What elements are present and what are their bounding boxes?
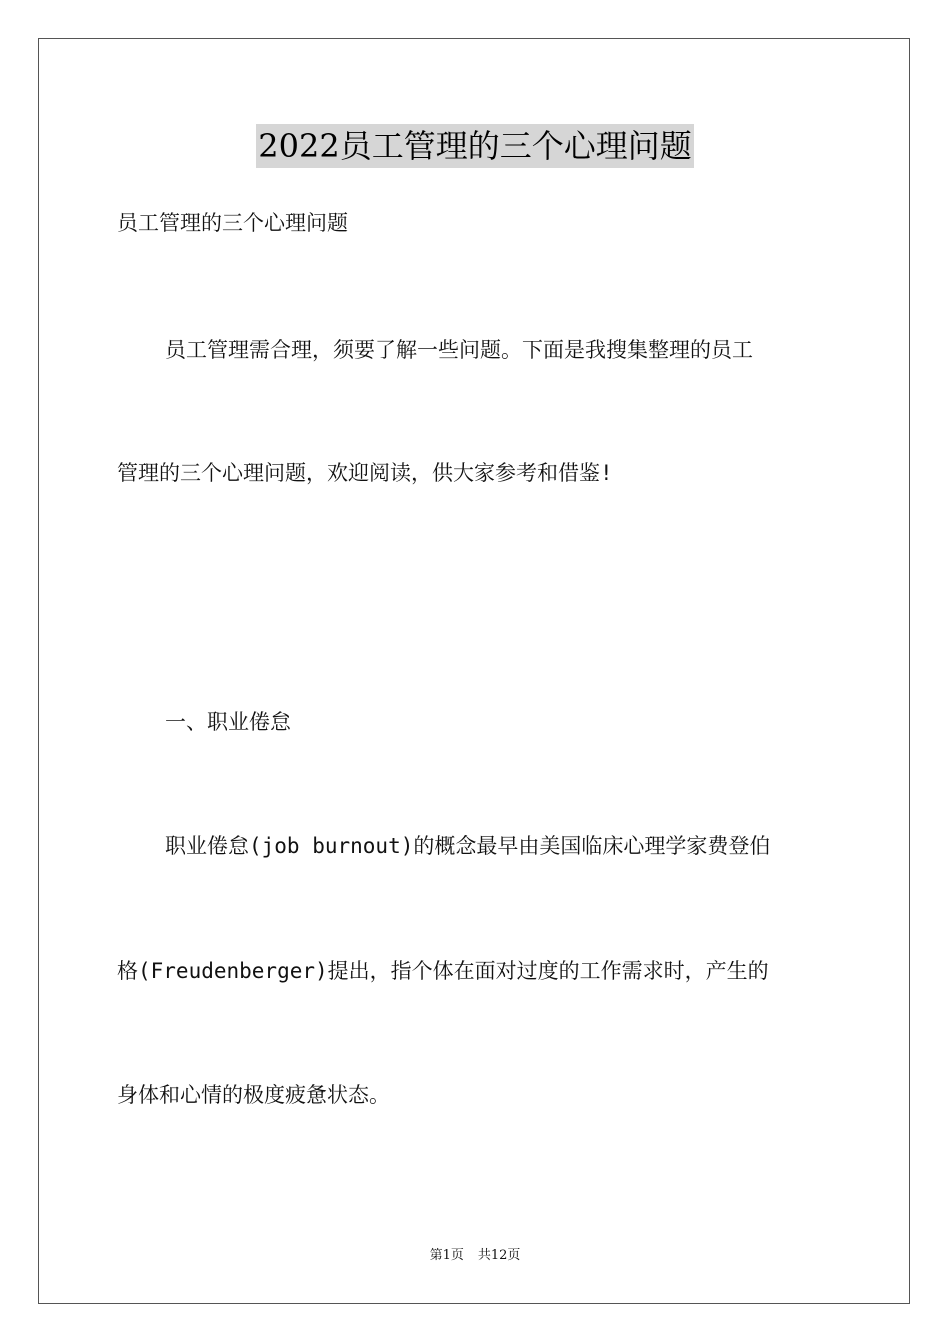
paragraph-line: 格(Freudenberger)提出，指个体在面对过度的工作需求时，产生的 (117, 959, 769, 983)
title-container (0, 124, 950, 168)
paragraph-line: 身体和心情的极度疲惫状态。 (117, 1083, 390, 1107)
page-number: 第1页 (429, 1248, 464, 1263)
paragraph-line: 员工管理需合理，须要了解一些问题。下面是我搜集整理的员工 (165, 338, 753, 362)
page-total: 共12页 (477, 1248, 521, 1263)
paragraph-line: 管理的三个心理问题，欢迎阅读，供大家参考和借鉴! (117, 461, 613, 485)
page-footer (0, 1246, 950, 1266)
document-title: 2022员工管理的三个心理问题 (256, 124, 693, 168)
paragraph-line: 职业倦怠(job burnout)的概念最早由美国临床心理学家费登伯 (165, 834, 771, 858)
section-heading: 一、职业倦怠 (165, 710, 291, 734)
document-subtitle: 员工管理的三个心理问题 (117, 211, 348, 235)
